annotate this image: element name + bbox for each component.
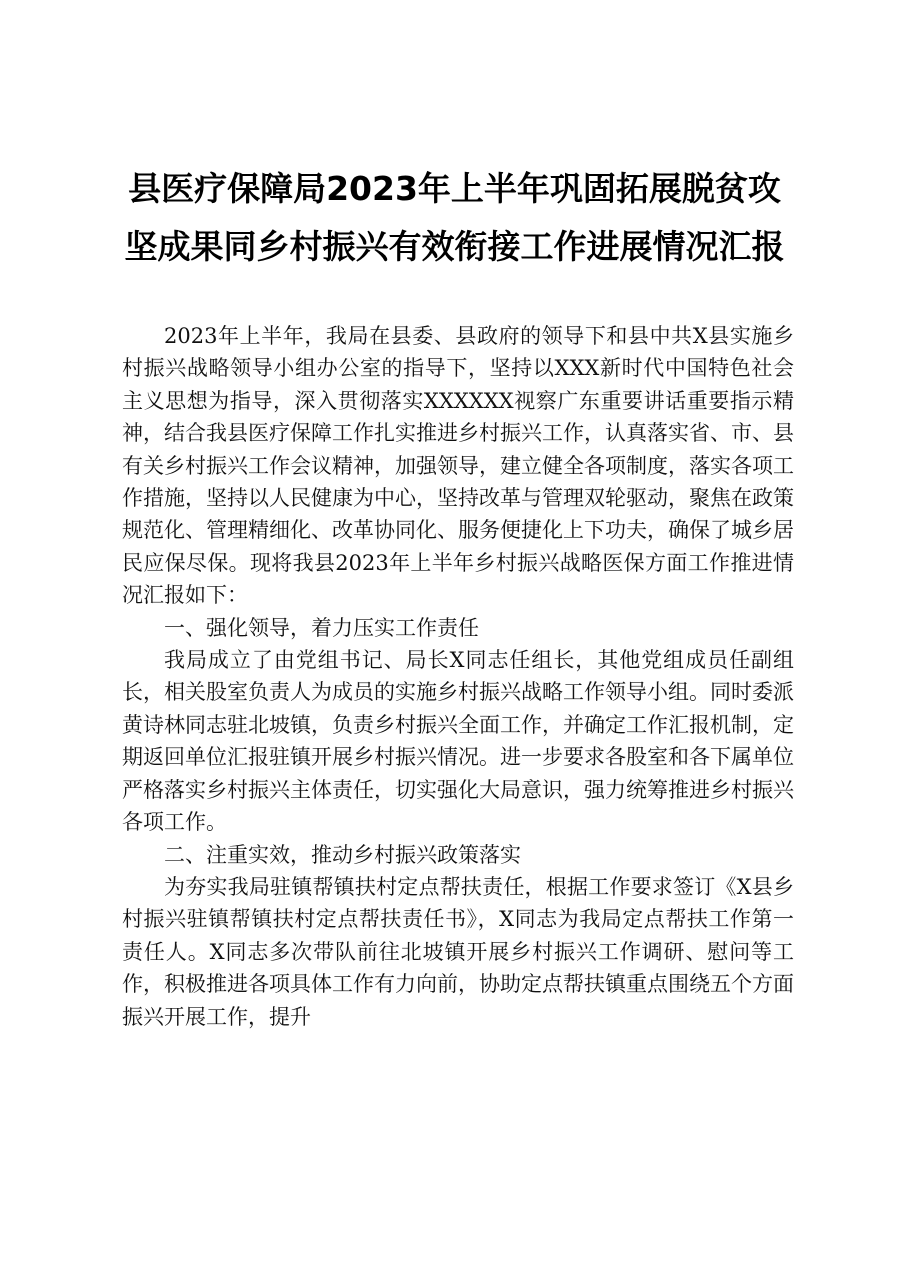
- section-2-paragraph: 为夯实我局驻镇帮镇扶村定点帮扶责任，根据工作要求签订《X县乡村振兴驻镇帮镇扶村定点帮扶责任书》，X同志为我局定点帮扶工作第一责任人。X同志多次带队前往北坡镇开展乡村振兴工作调研、慰问等工作，积极推进各项具体工作有力向前，协助定点帮扶镇重点围绕五个方面振兴开展工作，提升: [122, 874, 794, 1029]
- intro-paragraph: 2023年上半年，我局在县委、县政府的领导下和县中共X县实施乡村振兴战略领导小组办公室的指导下，坚持以XXX新时代中国特色社会主义思想为指导，深入贯彻落实XXXXXX视察广东重要讲话重要指示精神，结合我县医疗保障工作扎实推进乡村振兴工作，认真落实省、市、县有关乡村振兴工作会议精神，加强领导，建立健全各项制度，落实各项工作措施，坚持以人民健康为中心，坚持改革与管理双轮驱动，聚焦在政策规范化、管理精细化、改革协同化、服务便捷化上下功夫，确保了城乡居民应保尽保。现将我县2023年上半年乡村振兴战略医保方面工作推进情况汇报如下：: [122, 324, 794, 608]
- section-heading-1: 一、强化领导，着力压实工作责任: [164, 615, 479, 640]
- title-line-1: 县医疗保障局2023年上半年巩固拓展脱贫攻: [128, 169, 781, 208]
- title-line-2: 坚成果同乡村振兴有效衔接工作进展情况汇报: [124, 227, 785, 266]
- section-1-paragraph: 我局成立了由党组书记、局长X同志任组长，其他党组成员任副组长，相关股室负责人为成员的实施乡村振兴战略工作领导小组。同时委派黄诗林同志驻北坡镇，负责乡村振兴全面工作，并确定工作汇报机制，定期返回单位汇报驻镇开展乡村振兴情况。进一步要求各股室和各下属单位严格落实乡村振兴主体责任，切实强化大局意识，强力统筹推进乡村振兴各项工作。: [122, 648, 794, 835]
- section-heading-2: 二、注重实效，推动乡村振兴政策落实: [164, 842, 521, 867]
- document-title: [100, 160, 809, 276]
- document-body: [122, 320, 794, 1033]
